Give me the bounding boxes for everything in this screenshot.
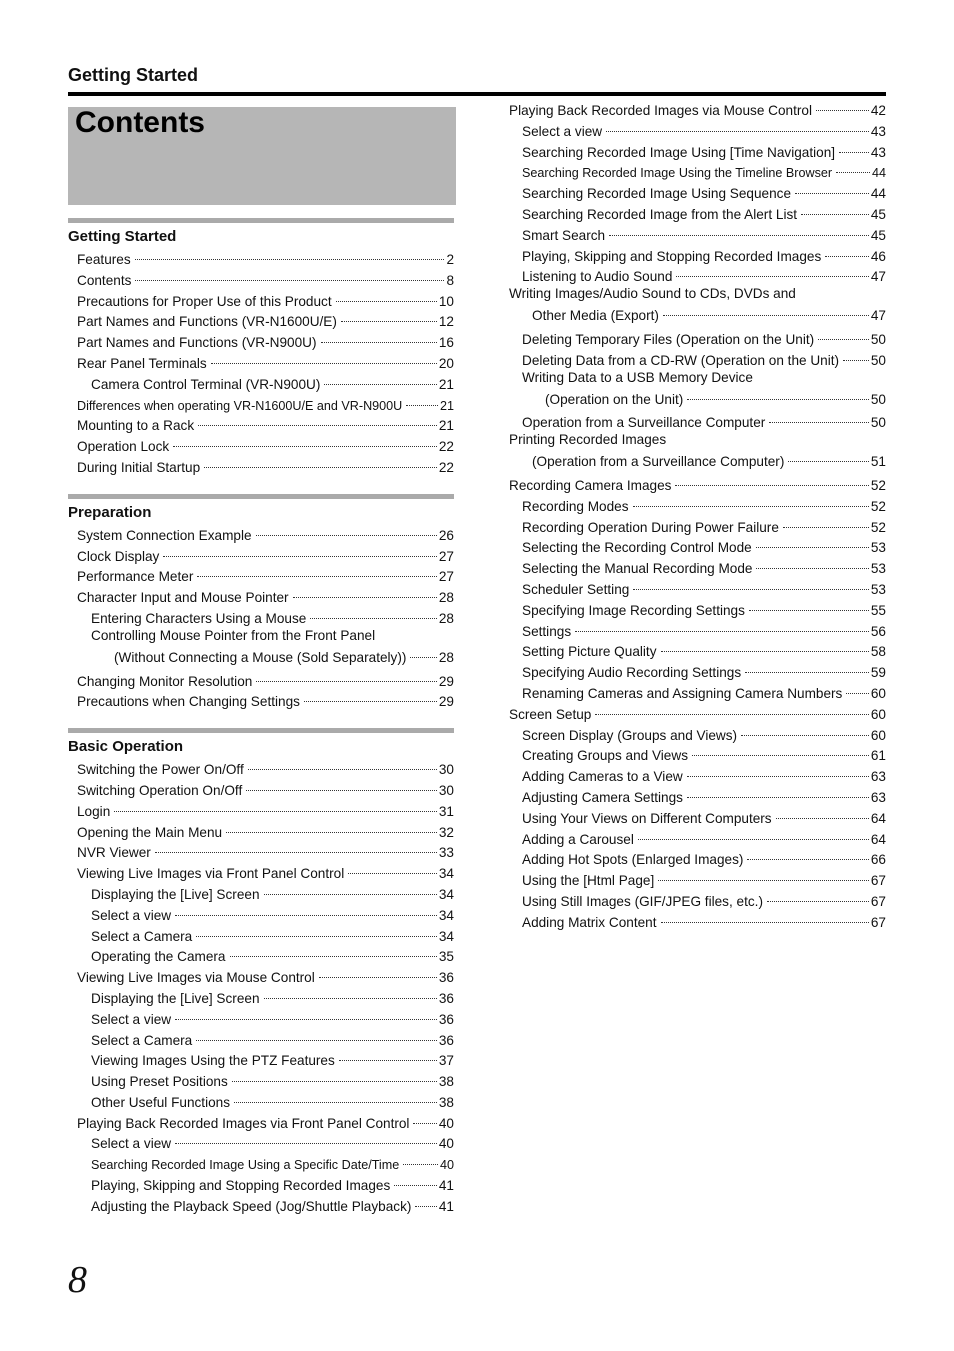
header-rule [68, 92, 886, 96]
toc-entry-page-number: 30 [438, 782, 454, 798]
toc-entry-label: Character Input and Mouse Pointer [77, 590, 289, 606]
toc-entry-label: Camera Control Terminal (VR-N900U) [91, 376, 321, 392]
toc-entry-label: Selecting the Manual Recording Mode [522, 561, 753, 577]
toc-entry[interactable] [509, 285, 886, 327]
toc-entry[interactable] [509, 264, 886, 285]
toc-entry-page-number: 50 [870, 391, 886, 407]
toc-entry-page-number: 28 [438, 590, 454, 606]
leader-dots [230, 940, 437, 957]
toc-entry-page-number: 53 [870, 561, 886, 577]
leader-dots [776, 802, 869, 819]
toc-entry-label: Printing Recorded Images [509, 432, 667, 448]
leader-dots [687, 760, 869, 777]
toc-entry-label: Specifying Image Recording Settings [522, 602, 745, 618]
toc-entry-page-number: 60 [870, 727, 886, 743]
toc-entry-label: Settings [522, 623, 572, 639]
toc-entry[interactable] [509, 910, 886, 931]
toc-entry-label: Searching Recorded Image Using the Timeline Browser [522, 166, 833, 181]
leader-dots [769, 406, 869, 423]
toc-entry-page-number: 50 [870, 331, 886, 347]
toc-entry[interactable] [509, 369, 886, 411]
leader-dots [633, 573, 869, 590]
toc-entry-page-number: 10 [438, 293, 454, 309]
toc-entry-label: Displaying the [Live] Screen [91, 990, 260, 1006]
toc-entry-label: Other Useful Functions [91, 1094, 231, 1110]
toc-entry-page-number: 20 [438, 355, 454, 371]
toc-entry-page-number: 44 [870, 186, 886, 202]
toc-entry-page-number: 27 [438, 569, 454, 585]
toc-entry-label: Writing Images/Audio Sound to CDs, DVDs and [509, 286, 796, 302]
toc-entry-label: Writing Data to a USB Memory Device [522, 369, 753, 385]
toc-entry[interactable] [509, 140, 886, 161]
toc-entry-page-number: 36 [438, 970, 454, 986]
toc-entry-label: Controlling Mouse Pointer from the Front Panel [91, 627, 376, 643]
toc-entry-label: Adding Hot Spots (Enlarged Images) [522, 852, 744, 868]
leader-dots [196, 1024, 437, 1041]
leader-dots [175, 899, 437, 916]
toc-entry-label: Switching Operation On/Off [77, 782, 243, 798]
toc-entry-page-number: 34 [438, 866, 454, 882]
toc-entry-page-number: 33 [438, 845, 454, 861]
leader-dots [264, 982, 437, 999]
toc-entry-page-number: 29 [438, 673, 454, 689]
leader-dots [756, 531, 869, 548]
toc-entry-page-number: 64 [870, 810, 886, 826]
toc-entry-page-number: 21 [438, 418, 454, 434]
toc-list [68, 523, 454, 710]
toc-entry[interactable] [509, 348, 886, 369]
toc-entry-page-number: 47 [870, 269, 886, 285]
leader-dots [795, 177, 869, 194]
section-heading: Preparation [68, 503, 152, 521]
toc-entry-page-number: 22 [438, 439, 454, 455]
toc-entry-page-number: 45 [870, 227, 886, 243]
leader-dots [197, 560, 437, 577]
toc-list [68, 757, 454, 1215]
leader-dots [256, 665, 437, 682]
toc-entry-label-continuation: Other Media (Export) [532, 308, 659, 324]
toc-entry-page-number: 21 [438, 376, 454, 392]
toc-entry-page-number: 2 [446, 252, 454, 267]
toc-section [68, 494, 454, 710]
leader-dots [204, 451, 437, 468]
toc-entry-label: Select a Camera [91, 1032, 193, 1048]
toc-entry-page-number: 55 [870, 602, 886, 618]
toc-entry-label: Searching Recorded Image Using [Time Navigation] [522, 144, 836, 160]
toc-entry-page-number: 41 [438, 1198, 454, 1214]
toc-entry-page-number: 36 [438, 990, 454, 1006]
leader-dots [663, 299, 869, 316]
page-title: Contents [75, 106, 205, 139]
toc-entry-label: Select a view [522, 123, 603, 139]
toc-entry-page-number: 41 [438, 1178, 454, 1194]
toc-entry-label: Switching the Power On/Off [77, 762, 244, 778]
section-rule [68, 728, 454, 733]
toc-entry-page-number: 46 [870, 248, 886, 264]
toc-entry[interactable] [68, 1194, 454, 1215]
toc-entry-label: Searching Recorded Image from the Alert List [522, 206, 798, 222]
leader-dots [801, 198, 869, 215]
toc-entry-page-number: 58 [870, 644, 886, 660]
leader-dots [575, 615, 869, 632]
leader-dots [293, 581, 437, 598]
toc-entry-label: Recording Modes [522, 498, 629, 514]
toc-entry-label: Rear Panel Terminals [77, 355, 207, 371]
leader-dots [410, 641, 436, 658]
leader-dots [135, 243, 445, 260]
toc-entry-label: Viewing Live Images via Front Panel Control [77, 866, 345, 882]
toc-entry-label: Smart Search [522, 227, 606, 243]
toc-entry-label: Adding Matrix Content [522, 914, 657, 930]
toc-entry-page-number: 50 [870, 415, 886, 431]
leader-dots [135, 264, 444, 281]
leader-dots [336, 285, 437, 302]
toc-list [509, 98, 886, 930]
leader-dots [783, 511, 869, 528]
toc-entry[interactable] [68, 1173, 454, 1194]
toc-right-column [509, 98, 886, 930]
toc-entry-label: Recording Camera Images [509, 477, 672, 493]
leader-dots [114, 795, 437, 812]
toc-entry-label-continuation: (Operation from a Surveillance Computer) [532, 454, 785, 470]
toc-entry-page-number: 40 [439, 1158, 454, 1173]
toc-entry-label: Adding Cameras to a View [522, 769, 683, 785]
toc-entry-page-number: 40 [438, 1115, 454, 1131]
toc-entry-page-number: 53 [870, 581, 886, 597]
toc-entry-page-number: 29 [438, 694, 454, 710]
toc-entry-page-number: 56 [870, 623, 886, 639]
toc-entry-label: Recording Operation During Power Failure [522, 519, 779, 535]
leader-dots [321, 326, 437, 343]
toc-entry-page-number: 44 [871, 166, 886, 181]
leader-dots [196, 920, 437, 937]
leader-dots [155, 836, 437, 853]
toc-entry-page-number: 52 [870, 477, 886, 493]
leader-dots [415, 1190, 436, 1207]
leader-dots [818, 323, 869, 340]
toc-entry-page-number: 28 [438, 610, 454, 626]
toc-entry-page-number: 21 [439, 398, 454, 413]
toc-entry-page-number: 36 [438, 1032, 454, 1048]
toc-entry-label: Playing, Skipping and Stopping Recorded Images [522, 248, 822, 264]
toc-entry-label: Renaming Cameras and Assigning Camera Numbers [522, 685, 843, 701]
toc-entry-label: Using Preset Positions [91, 1074, 228, 1090]
leader-dots [661, 635, 869, 652]
leader-dots [175, 1127, 437, 1144]
leader-dots [767, 885, 869, 902]
toc-entry-label: Differences when operating VR-N1600U/E and VR-N900U [77, 398, 403, 413]
section-rule [68, 218, 454, 223]
toc-entry-label: Selecting the Recording Control Mode [522, 540, 752, 556]
toc-entry-page-number: 61 [870, 748, 886, 764]
leader-dots [198, 409, 437, 426]
toc-entry[interactable] [68, 372, 454, 393]
toc-entry-label: Adjusting Camera Settings [522, 789, 683, 805]
toc-entry-label: Performance Meter [77, 569, 194, 585]
toc-entry-label: Changing Monitor Resolution [77, 673, 253, 689]
leader-dots [348, 857, 437, 874]
leader-dots [825, 240, 869, 257]
toc-entry-label: Displaying the [Live] Screen [91, 886, 260, 902]
toc-entry-page-number: 32 [438, 824, 454, 840]
toc-entry-page-number: 43 [870, 123, 886, 139]
leader-dots [816, 94, 869, 111]
toc-entry-label: NVR Viewer [77, 845, 151, 861]
toc-entry[interactable] [68, 627, 454, 669]
leader-dots [246, 774, 437, 791]
leader-dots [747, 843, 868, 860]
toc-entry-label: Creating Groups and Views [522, 748, 688, 764]
toc-entry-label: Opening the Main Menu [77, 824, 223, 840]
toc-entry-label: Deleting Data from a CD-RW (Operation on the Unit) [522, 352, 840, 368]
toc-entry-page-number: 64 [870, 831, 886, 847]
toc-entry-page-number: 67 [870, 893, 886, 909]
toc-entry-label: Select a view [91, 907, 172, 923]
leader-dots [403, 1148, 438, 1165]
toc-entry[interactable] [509, 660, 886, 681]
toc-entry-label: Features [77, 252, 131, 267]
leader-dots [676, 260, 868, 277]
leader-dots [211, 347, 437, 364]
leader-dots [843, 344, 869, 361]
toc-entry-label: Searching Recorded Image Using a Specific Date/Time [91, 1158, 400, 1173]
leader-dots [339, 1044, 437, 1061]
toc-entry-label: Login [77, 803, 111, 819]
toc-entry[interactable] [68, 689, 454, 710]
toc-entry-page-number: 59 [870, 665, 886, 681]
leader-dots [788, 445, 869, 462]
toc-entry[interactable] [509, 327, 886, 348]
toc-entry-label: Specifying Audio Recording Settings [522, 665, 742, 681]
page-number: 8 [68, 1259, 87, 1301]
toc-entry-label: Deleting Temporary Files (Operation on the Unit) [522, 331, 815, 347]
section-rule [68, 494, 454, 499]
leader-dots [756, 552, 868, 569]
toc-entry[interactable] [68, 1131, 454, 1152]
toc-entry-page-number: 38 [438, 1074, 454, 1090]
toc-entry-page-number: 63 [870, 769, 886, 785]
toc-entry-page-number: 67 [870, 914, 886, 930]
toc-entry-label: Screen Display (Groups and Views) [522, 727, 738, 743]
toc-entry-page-number: 28 [438, 649, 454, 665]
toc-entry-label: Screen Setup [509, 706, 592, 722]
leader-dots [304, 685, 437, 702]
toc-entry-page-number: 51 [870, 454, 886, 470]
toc-entry-label: Using Your Views on Different Computers [522, 810, 772, 826]
toc-entry-page-number: 52 [870, 519, 886, 535]
leader-dots [595, 698, 869, 715]
toc-entry-page-number: 60 [870, 706, 886, 722]
leader-dots [687, 383, 869, 400]
toc-entry-label: During Initial Startup [77, 459, 201, 475]
leader-dots [394, 1169, 437, 1186]
toc-entry-page-number: 22 [438, 459, 454, 475]
toc-entry-label: Searching Recorded Image Using Sequence [522, 186, 792, 202]
toc-entry-label: Scheduler Setting [522, 581, 630, 597]
toc-entry-page-number: 34 [438, 928, 454, 944]
leader-dots [658, 864, 869, 881]
toc-entry-page-number: 34 [438, 886, 454, 902]
leader-dots [846, 677, 869, 694]
leader-dots [324, 368, 436, 385]
toc-entry-page-number: 45 [870, 206, 886, 222]
toc-entry-label: Playing Back Recorded Images via Front Panel Control [77, 1115, 410, 1131]
toc-entry-label: Contents [77, 272, 132, 288]
toc-entry-page-number: 8 [446, 272, 454, 288]
toc-entry-label: Part Names and Functions (VR-N900U) [77, 335, 317, 351]
toc-entry-label: Mounting to a Rack [77, 418, 195, 434]
leader-dots [175, 1003, 437, 1020]
toc-entry-label: Entering Characters Using a Mouse [91, 610, 307, 626]
toc-entry-page-number: 35 [438, 949, 454, 965]
toc-entry-page-number: 52 [870, 498, 886, 514]
toc-entry-label: Precautions for Proper Use of this Product [77, 293, 332, 309]
toc-entry-page-number: 16 [438, 335, 454, 351]
contents-title-banner [68, 107, 456, 205]
toc-section [68, 728, 454, 1215]
leader-dots [609, 219, 869, 236]
toc-entry-page-number: 38 [438, 1094, 454, 1110]
toc-entry-page-number: 60 [870, 685, 886, 701]
toc-entry-page-number: 53 [870, 540, 886, 556]
toc-entry-page-number: 26 [438, 527, 454, 543]
toc-entry-label: Using the [Html Page] [522, 873, 655, 889]
leader-dots [264, 878, 437, 895]
toc-entry[interactable] [509, 431, 886, 473]
leader-dots [163, 540, 437, 557]
leader-dots [633, 490, 869, 507]
toc-entry-label: Clock Display [77, 548, 160, 564]
toc-entry[interactable] [509, 119, 886, 140]
toc-entry-label-continuation: (Without Connecting a Mouse (Sold Separately)) [114, 649, 407, 665]
leader-dots [310, 602, 437, 619]
leader-dots [741, 719, 869, 736]
toc-entry-page-number: 36 [438, 1011, 454, 1027]
section-heading: Basic Operation [68, 738, 184, 756]
toc-entry-label: Select a view [91, 1136, 172, 1152]
toc-entry-page-number: 47 [870, 308, 886, 324]
toc-list [68, 247, 454, 476]
leader-dots [661, 906, 869, 923]
toc-entry-label: Operating the Camera [91, 949, 226, 965]
leader-dots [406, 389, 438, 406]
leader-dots [692, 739, 869, 756]
toc-entry-page-number: 63 [870, 789, 886, 805]
leader-dots [836, 156, 870, 173]
running-header-title: Getting Started [68, 65, 199, 85]
section-heading: Getting Started [68, 228, 177, 245]
toc-entry-page-number: 37 [438, 1053, 454, 1069]
toc-entry-label: Viewing Live Images via Mouse Control [77, 970, 315, 986]
toc-entry[interactable] [68, 606, 454, 627]
leader-dots [606, 115, 869, 132]
toc-entry[interactable] [509, 410, 886, 431]
toc-entry-label: Setting Picture Quality [522, 644, 657, 660]
toc-entry-page-number: 12 [438, 314, 454, 330]
toc-entry-page-number: 40 [438, 1136, 454, 1152]
leader-dots [749, 594, 869, 611]
toc-entry-label: Using Still Images (GIF/JPEG files, etc.) [522, 893, 763, 909]
toc-entry-page-number: 67 [870, 873, 886, 889]
toc-entry-label: Part Names and Functions (VR-N1600U/E) [77, 314, 337, 330]
leader-dots [173, 430, 437, 447]
leader-dots [232, 1065, 437, 1082]
leader-dots [256, 519, 437, 536]
leader-dots [687, 781, 869, 798]
toc-left-column [68, 218, 454, 1233]
leader-dots [745, 656, 869, 673]
toc-entry-label: Viewing Images Using the PTZ Features [91, 1053, 335, 1069]
toc-entry-label: Adjusting the Playback Speed (Jog/Shuttle Playback) [91, 1198, 412, 1214]
toc-entry-page-number: 34 [438, 907, 454, 923]
toc-entry-page-number: 42 [870, 103, 886, 118]
leader-dots [675, 469, 868, 486]
toc-entry-page-number: 30 [438, 762, 454, 778]
toc-entry-label: Precautions when Changing Settings [77, 694, 300, 710]
toc-entry[interactable] [68, 1090, 454, 1111]
toc-entry-page-number: 27 [438, 548, 454, 564]
toc-entry[interactable] [68, 455, 454, 476]
leader-dots [839, 136, 869, 153]
toc-section [68, 218, 454, 476]
toc-entry-label: Adding a Carousel [522, 831, 634, 847]
toc-entry-label: Select a Camera [91, 928, 193, 944]
toc-entry-label: Operation Lock [77, 439, 170, 455]
toc-entry-page-number: 43 [870, 144, 886, 160]
toc-entry-label: System Connection Example [77, 527, 252, 543]
toc-entry-label: Listening to Audio Sound [522, 269, 673, 285]
toc-entry-label: Select a view [91, 1011, 172, 1027]
toc-entry-page-number: 50 [870, 352, 886, 368]
toc-entry-label: Operation from a Surveillance Computer [522, 415, 766, 431]
leader-dots [234, 1086, 437, 1103]
leader-dots [319, 961, 437, 978]
toc-entry-label: Playing Back Recorded Images via Mouse Control [509, 103, 812, 118]
toc-entry-label: Playing, Skipping and Stopping Recorded Images [91, 1178, 391, 1194]
leader-dots [341, 305, 437, 322]
leader-dots [413, 1107, 436, 1124]
leader-dots [248, 753, 437, 770]
toc-entry-page-number: 66 [870, 852, 886, 868]
leader-dots [638, 823, 869, 840]
leader-dots [226, 816, 437, 833]
toc-entry-label-continuation: (Operation on the Unit) [545, 391, 684, 407]
toc-entry-page-number: 31 [438, 803, 454, 819]
